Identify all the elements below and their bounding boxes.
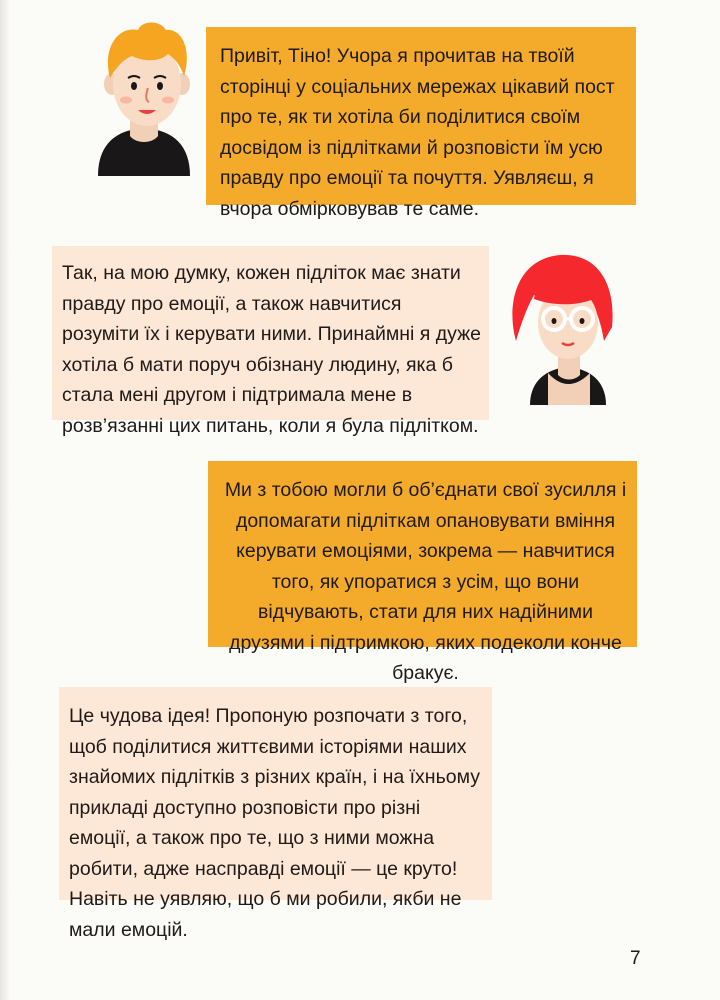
dialogue-bubble-girl-1 — [52, 246, 489, 437]
dialogue-bubble-girl-2 — [59, 687, 492, 941]
dialogue-text: Це чудова ідея! Пропоную розпочати з того, щоб поділитися життєвими історіями наших знайомих підлітків з різних країн, і на їхньому прикладі доступно розповісти про різні емоції, а також про те, що з ними можна робити, адже насправді емоції — це круто! Навіть не уявляю, що б ми робили, якби не мали емоцій. — [69, 705, 480, 941]
dialogue-text: Ми з тобою могли б об’єднати свої зусилля і допомагати підліткам опановувати вміння керувати емоціями, зокрема — навчитися того, як упоратися з усім, що вони відчувають, стати для них надійними друзями і підтримкою, яких подеколи конче бракує. — [224, 479, 627, 684]
page-number: 7 — [630, 948, 641, 969]
boy-avatar-icon — [96, 18, 192, 178]
dialogue-text: Так, на мою думку, кожен підліток має знати правду про емоції, а також навчитися розуміти їх і керувати ними. Принаймні я дуже хотіла б мати поруч обізнану людину, яка б стала мені другом і підтримала мене в розв’язанні цих питань, коли я була підлітком. — [62, 262, 482, 437]
dialogue-text: Привіт, Тіно! Учора я прочитав на твоїй сторінці у соціальних мережах цікавий пост про те, як ти хотіла би поділитися своїм досвідом із підлітками й розповісти їм усю правду про емоції та почуття. Уявляєш, я вчора обмірковував те саме. — [220, 45, 615, 220]
dialogue-bubble-boy-2 — [208, 461, 637, 684]
dialogue-bubble-boy-1 — [206, 27, 636, 220]
girl-avatar-icon — [508, 245, 616, 407]
page-spine-shadow — [0, 0, 10, 1000]
